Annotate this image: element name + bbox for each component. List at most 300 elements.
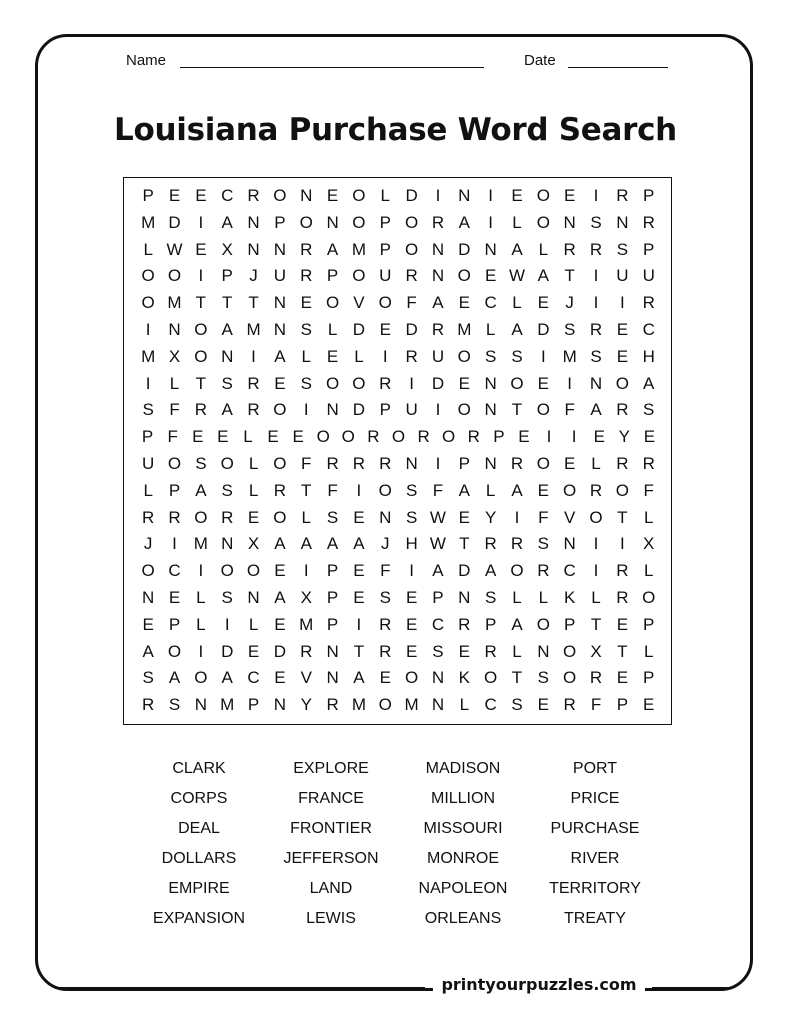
grid-row (135, 237, 662, 264)
grid-letter: R (300, 266, 313, 286)
word-list-item: TREATY (564, 910, 626, 927)
grid-letter: O (457, 346, 471, 366)
grid-letter: S (300, 320, 312, 339)
grid-letter: M (141, 212, 156, 232)
grid-letter: L (512, 212, 522, 232)
grid-letter: N (484, 454, 497, 473)
grid-letter: O (352, 212, 366, 232)
grid-letter: N (431, 266, 445, 286)
grid-letter: D (168, 212, 181, 232)
grid-letter: M (246, 320, 261, 339)
grid-letter: L (591, 454, 601, 473)
grid-letter: P (326, 588, 339, 607)
grid-letter: R (563, 239, 576, 259)
grid-row (135, 451, 662, 478)
grid-letter: E (353, 588, 365, 607)
grid-letter: S (590, 346, 602, 366)
word-list-item: MILLION (430, 790, 495, 807)
grid-letter: F (643, 480, 654, 500)
word-list-item: LAND (309, 880, 353, 897)
grid-letter: F (327, 480, 338, 500)
grid-letter: O (457, 400, 471, 420)
grid-letter: D (431, 373, 445, 393)
grid-letter: S (537, 534, 549, 554)
grid-letter: O (536, 212, 550, 232)
grid-letter: I (619, 293, 625, 313)
grid-letter: D (405, 186, 418, 205)
grid-letter: R (326, 695, 339, 715)
grid-letter: S (221, 373, 233, 393)
grid-letter: O (246, 561, 261, 581)
grid-letter: D (273, 641, 287, 661)
grid-letter: X (168, 346, 181, 366)
puzzle-title: Louisiana Purchase Word Search (114, 112, 677, 148)
grid-row (135, 317, 662, 344)
grid-letter: L (248, 480, 259, 500)
grid-letter: R (247, 186, 260, 205)
grid-letter: R (616, 588, 629, 607)
grid-letter: O (457, 266, 471, 286)
grid-letter: P (379, 400, 391, 420)
grid-letter: E (300, 293, 312, 313)
grid-letter: R (484, 641, 497, 661)
grid-letter: L (243, 427, 253, 447)
grid-letter: S (221, 480, 233, 500)
grid-letter: V (353, 293, 365, 313)
grid-letter: N (168, 320, 181, 339)
grid-letter: I (514, 507, 520, 527)
grid-letter: S (195, 454, 207, 473)
footer-rule-right (652, 987, 732, 989)
grid-letter: L (485, 320, 496, 339)
grid-letter: A (511, 320, 523, 339)
grid-letter: L (643, 561, 654, 581)
grid-letter: E (643, 695, 655, 715)
grid-letter: S (379, 588, 391, 607)
grid-letter: R (642, 293, 655, 313)
letter-grid (123, 177, 672, 725)
grid-letter: N (247, 588, 260, 607)
grid-letter: E (537, 480, 549, 500)
grid-letter: C (484, 695, 497, 715)
grid-letter: T (301, 480, 312, 500)
grid-row (135, 585, 662, 612)
grid-letter: D (352, 400, 366, 420)
grid-letter: N (221, 534, 234, 554)
grid-letter: R (247, 373, 260, 393)
grid-letter: W (508, 266, 525, 286)
grid-letter: M (167, 293, 182, 313)
grid-letter: K (564, 588, 576, 607)
grid-letter: E (379, 320, 391, 339)
grid-letter: I (382, 346, 388, 366)
grid-letter: E (168, 186, 181, 205)
word-list-item: FRANCE (298, 790, 364, 807)
grid-letter: O (536, 454, 550, 473)
grid-letter: P (643, 239, 655, 259)
grid-letter: L (643, 641, 654, 661)
grid-row (135, 612, 662, 639)
word-list-item: EXPANSION (152, 910, 246, 927)
grid-letter: R (142, 507, 155, 527)
grid-letter: S (221, 588, 233, 607)
word-list-item: NAPOLEON (418, 880, 508, 897)
grid-letter: I (409, 561, 414, 581)
grid-letter: Y (300, 695, 312, 715)
grid-letter: F (590, 695, 602, 715)
grid-letter: C (247, 668, 260, 688)
grid-letter: O (194, 668, 208, 688)
grid-letter: I (540, 346, 546, 366)
word-list-item: JEFFERSON (283, 850, 379, 867)
word-list-item: TERRITORY (549, 880, 641, 897)
grid-letter: T (248, 293, 259, 313)
grid-letter: P (168, 480, 181, 500)
grid-letter: A (458, 212, 470, 232)
grid-letter: I (619, 534, 625, 554)
grid-letter: L (248, 454, 259, 473)
grid-letter: E (458, 373, 470, 393)
grid-letter: T (617, 641, 628, 661)
grid-letter: F (167, 427, 178, 447)
grid-letter: I (356, 614, 362, 634)
grid-letter: R (168, 507, 181, 527)
grid-letter: O (378, 293, 392, 313)
grid-letter: E (564, 454, 576, 473)
grid-letter: A (168, 668, 181, 688)
word-list-item: DOLLARS (161, 850, 237, 867)
grid-letter: R (352, 454, 366, 473)
word-list-item: PRICE (570, 790, 620, 807)
grid-letter: R (247, 400, 260, 420)
grid-letter: R (510, 454, 524, 473)
date-blank-line (568, 67, 668, 68)
grid-letter: M (299, 614, 314, 634)
grid-letter: T (195, 373, 207, 393)
grid-letter: O (404, 668, 419, 688)
grid-letter: E (458, 507, 470, 527)
grid-letter: P (326, 614, 339, 634)
grid-letter: S (564, 320, 576, 339)
grid-letter: A (511, 614, 523, 634)
grid-letter: E (379, 668, 391, 688)
grid-letter: O (536, 400, 550, 420)
grid-letter: I (145, 320, 151, 339)
grid-letter: I (145, 373, 151, 393)
grid-letter: L (459, 695, 470, 715)
grid-letter: L (643, 507, 654, 527)
grid-letter: R (537, 561, 550, 581)
grid-letter: E (292, 427, 304, 447)
grid-letter: I (546, 427, 552, 447)
grid-letter: E (195, 239, 207, 259)
grid-letter: R (642, 454, 655, 473)
grid-letter: E (616, 614, 629, 634)
grid-letter: A (590, 400, 602, 420)
grid-letter: D (352, 320, 366, 339)
grid-letter: U (431, 346, 445, 366)
grid-letter: I (356, 480, 362, 500)
grid-letter: I (303, 561, 309, 581)
grid-row (135, 210, 662, 237)
grid-letter: J (565, 293, 574, 313)
grid-letter: A (300, 534, 312, 554)
word-list-item: MADISON (425, 760, 501, 777)
grid-letter: O (194, 507, 208, 527)
grid-letter: E (274, 373, 286, 393)
grid-letter: I (593, 561, 599, 581)
grid-letter: E (518, 427, 530, 447)
grid-letter: L (485, 480, 496, 500)
grid-letter: E (593, 427, 605, 447)
grid-letter: O (341, 427, 355, 447)
grid-letter: O (352, 186, 366, 205)
grid-letter: N (273, 320, 287, 339)
grid-letter: P (168, 614, 181, 634)
grid-letter: A (221, 212, 233, 232)
grid-letter: I (172, 534, 177, 554)
grid-letter: O (273, 400, 287, 420)
grid-letter: S (511, 346, 523, 366)
grid-letter: R (589, 320, 603, 339)
grid-letter: R (467, 427, 480, 447)
grid-letter: J (249, 266, 258, 286)
grid-letter: R (616, 400, 629, 420)
grid-letter: E (405, 588, 418, 607)
grid-letter: S (326, 507, 339, 527)
grid-letter: N (431, 239, 445, 259)
grid-letter: R (194, 400, 207, 420)
grid-letter: O (316, 427, 330, 447)
grid-letter: N (589, 373, 603, 393)
grid-letter: P (141, 427, 154, 447)
grid-letter: N (379, 507, 392, 527)
grid-letter: N (405, 454, 418, 473)
grid-letter: N (326, 212, 339, 232)
word-list-item: LEWIS (306, 910, 356, 927)
grid-letter: L (143, 239, 153, 259)
grid-letter: H (642, 346, 655, 366)
grid-letter: A (511, 239, 523, 259)
grid-letter: E (537, 293, 549, 313)
grid-letter: R (589, 239, 603, 259)
grid-letter: K (458, 668, 470, 688)
grid-letter: R (379, 641, 392, 661)
word-list-item: CORPS (170, 790, 228, 807)
grid-letter: C (563, 561, 576, 581)
grid-letter: O (442, 427, 456, 447)
grid-letter: S (616, 239, 629, 259)
grid-letter: U (405, 400, 418, 420)
grid-row (135, 478, 662, 505)
grid-letter: L (591, 588, 601, 607)
grid-letter: O (563, 480, 577, 500)
grid-letter: N (273, 239, 287, 259)
grid-letter: E (564, 186, 576, 205)
grid-letter: C (221, 186, 234, 205)
grid-letter: N (484, 400, 497, 420)
grid-letter: R (300, 641, 313, 661)
grid-letter: O (642, 588, 656, 607)
grid-letter: M (193, 534, 208, 554)
grid-letter: L (169, 373, 180, 393)
grid-letter: C (484, 293, 497, 313)
grid-letter: P (247, 695, 260, 715)
grid-letter: X (643, 534, 655, 554)
grid-letter: O (536, 186, 550, 205)
grid-row (135, 558, 662, 585)
grid-letter: W (429, 534, 446, 554)
grid-letter: M (351, 695, 366, 715)
grid-letter: U (642, 266, 655, 286)
grid-row (135, 344, 662, 371)
grid-letter: I (435, 454, 441, 473)
word-list-item: MONROE (427, 850, 499, 867)
grid-letter: L (196, 588, 206, 607)
grid-letter: N (537, 641, 550, 661)
grid-letter: A (274, 534, 286, 554)
word-list-item: PORT (572, 760, 618, 777)
grid-letter: I (488, 186, 493, 205)
grid-letter: N (194, 695, 207, 715)
grid-letter: S (142, 400, 154, 420)
grid-letter: A (432, 293, 444, 313)
grid-letter: A (274, 588, 286, 607)
grid-letter: R (589, 480, 603, 500)
grid-letter: D (221, 641, 234, 661)
grid-letter: W (166, 239, 183, 259)
grid-letter: P (484, 614, 497, 634)
word-list-item: EMPIRE (168, 880, 230, 897)
grid-letter: O (615, 480, 629, 500)
grid-letter: E (405, 641, 418, 661)
grid-letter: R (300, 239, 313, 259)
grid-letter: U (142, 454, 155, 473)
grid-letter: D (537, 320, 550, 339)
grid-letter: U (616, 266, 629, 286)
grid-letter: O (167, 266, 182, 286)
grid-letter: S (405, 507, 418, 527)
grid-letter: P (643, 614, 655, 634)
grid-letter: P (274, 212, 286, 232)
grid-letter: A (484, 561, 497, 581)
grid-letter: A (537, 266, 549, 286)
grid-letter: E (537, 373, 549, 393)
grid-letter: P (221, 266, 233, 286)
grid-letter: A (353, 534, 365, 554)
grid-letter: I (593, 186, 599, 205)
grid-letter: A (432, 561, 444, 581)
grid-letter: S (511, 695, 523, 715)
grid-letter: E (247, 507, 260, 527)
grid-letter: T (353, 641, 365, 661)
grid-letter: F (169, 400, 180, 420)
word-list-item: FRONTIER (290, 820, 372, 837)
grid-letter: P (564, 614, 576, 634)
grid-letter: J (381, 534, 390, 554)
grid-letter: O (536, 614, 550, 634)
grid-letter: O (325, 373, 340, 393)
grid-letter: O (273, 454, 287, 473)
grid-letter: O (220, 561, 234, 581)
grid-letter: N (431, 695, 445, 715)
grid-letter: T (511, 400, 523, 420)
grid-letter: U (379, 266, 392, 286)
grid-letter: E (353, 507, 365, 527)
word-list-item: PURCHASE (550, 820, 640, 837)
grid-letter: S (168, 695, 181, 715)
date-label: Date (524, 52, 556, 69)
grid-letter: O (325, 293, 340, 313)
grid-letter: C (642, 320, 655, 339)
grid-letter: O (141, 561, 155, 581)
grid-letter: E (142, 614, 154, 634)
grid-letter: T (222, 293, 233, 313)
grid-letter: A (221, 668, 233, 688)
grid-letter: N (300, 186, 313, 205)
grid-row (135, 290, 662, 317)
word-list-item: CLARK (172, 760, 226, 777)
grid-letter: S (142, 668, 154, 688)
grid-letter: O (391, 427, 406, 447)
grid-letter: L (380, 186, 390, 205)
grid-letter: R (405, 346, 418, 366)
grid-letter: L (538, 239, 549, 259)
grid-letter: N (616, 212, 629, 232)
grid-letter: T (617, 507, 628, 527)
grid-letter: A (221, 320, 233, 339)
grid-letter: S (537, 668, 549, 688)
grid-letter: I (198, 266, 204, 286)
grid-letter: X (221, 239, 233, 259)
grid-letter: N (247, 212, 260, 232)
grid-letter: L (196, 614, 206, 634)
grid-letter: V (300, 668, 312, 688)
grid-letter: U (273, 266, 287, 286)
grid-letter: I (198, 212, 204, 232)
grid-letter: R (142, 695, 155, 715)
grid-letter: E (537, 695, 549, 715)
word-list (133, 758, 661, 938)
grid-letter: S (405, 480, 418, 500)
grid-letter: N (458, 186, 471, 205)
grid-letter: O (141, 266, 155, 286)
grid-letter: N (273, 695, 287, 715)
grid-letter: R (379, 373, 392, 393)
grid-letter: M (404, 695, 419, 715)
grid-letter: S (643, 400, 655, 420)
grid-letter: R (589, 668, 603, 688)
grid-letter: F (538, 507, 549, 527)
grid-letter: F (301, 454, 312, 473)
grid-letter: O (563, 641, 577, 661)
grid-letter: O (589, 507, 603, 527)
name-blank-line (180, 67, 484, 68)
grid-letter: L (248, 614, 259, 634)
grid-letter: P (326, 561, 339, 581)
grid-letter: L (538, 588, 549, 607)
grid-letter: R (417, 427, 430, 447)
grid-letter: O (563, 668, 577, 688)
grid-letter: P (616, 695, 629, 715)
grid-letter: L (512, 588, 522, 607)
grid-letter: I (224, 614, 230, 634)
grid-letter: T (564, 266, 575, 286)
grid-letter: O (273, 186, 287, 205)
grid-letter: A (326, 239, 339, 259)
grid-letter: E (274, 668, 286, 688)
grid-letter: E (616, 668, 629, 688)
